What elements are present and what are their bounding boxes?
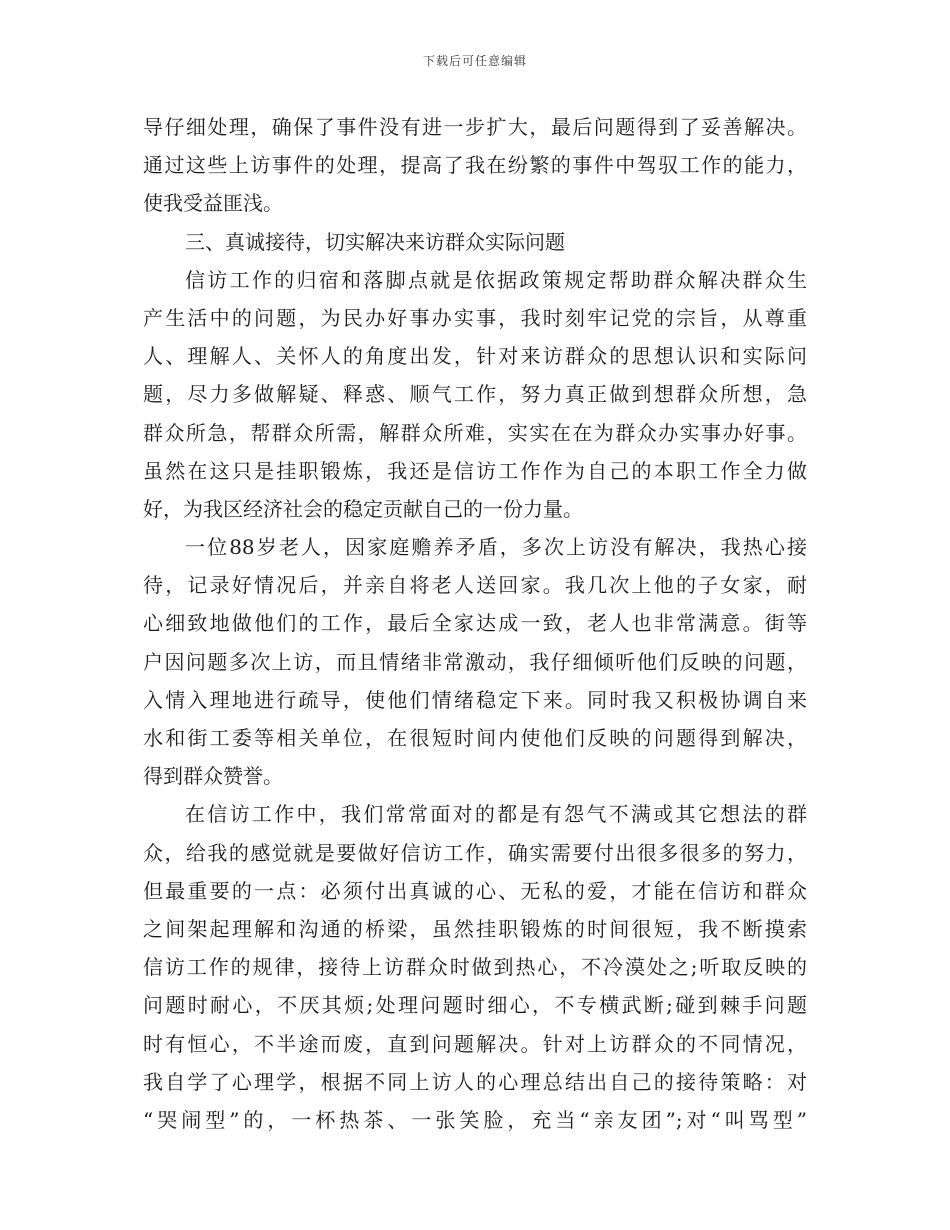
text-line: 心细致地做他们的工作，最后全家达成一致，老人也非常满意。街等 <box>143 611 807 636</box>
text-line: 在信访工作中，我们常常面对的都是有怨气不满或其它想法的群 <box>185 802 807 827</box>
text-line: 众，给我的感觉就是要做好信访工作，确实需要付出很多很多的努力， <box>143 840 807 865</box>
text-line: 得到群众赞誉。 <box>143 764 283 789</box>
page-header: 下载后可任意编辑 <box>422 54 527 68</box>
text-line: 问题时耐心，不厌其烦;处理问题时细心，不专横武断;碰到棘手问题 <box>143 993 807 1018</box>
text-line: 虽然在这只是挂职锻炼，我还是信访工作作为自己的本职工作全力做 <box>143 458 807 483</box>
text-line: “哭闹型”的，一杯热茶、一张笑脸，充当“亲友团”;对“叫骂型” <box>143 1107 807 1132</box>
section-heading: 三、真诚接待，切实解决来访群众实际问题 <box>185 229 565 254</box>
text-line: 我自学了心理学，根据不同上访人的心理总结出自己的接待策略：对 <box>143 1069 807 1094</box>
text-line: 使我受益匪浅。 <box>143 191 283 216</box>
text-line: 人、理解人、关怀人的角度出发，针对来访群众的思想认识和实际问 <box>143 344 807 369</box>
text-line: 之间架起理解和沟通的桥梁，虽然挂职锻炼的时间很短，我不断摸索 <box>143 916 807 941</box>
text-line: 群众所急，帮群众所需，解群众所难，实实在在为群众办实事办好事。 <box>143 420 807 445</box>
text-line: 通过这些上访事件的处理，提高了我在纷繁的事件中驾驭工作的能力， <box>143 153 807 178</box>
text-line: 水和街工委等相关单位，在很短时间内使他们反映的问题得到解决， <box>143 726 807 750</box>
text-line: 信访工作的规律，接待上访群众时做到热心，不冷漠处之;听取反映的 <box>143 955 807 980</box>
document-body <box>143 108 807 1139</box>
text-line: 好，为我区经济社会的稳定贡献自己的一份力量。 <box>143 496 583 521</box>
text-line: 一位88岁老人，因家庭赡养矛盾，多次上访没有解决，我热心接 <box>185 535 807 560</box>
text-line: 时有恒心，不半途而废，直到问题解决。针对上访群众的不同情况， <box>143 1031 807 1056</box>
text-line: 导仔细处理，确保了事件没有进一步扩大，最后问题得到了妥善解决。 <box>143 115 807 139</box>
text-line: 户因问题多次上访，而且情绪非常激动，我仔细倾听他们反映的问题， <box>143 649 807 674</box>
text-line: 待，记录好情况后，并亲自将老人送回家。我几次上他的子女家，耐 <box>143 573 807 598</box>
text-line: 但最重要的一点：必须付出真诚的心、无私的爱，才能在信访和群众 <box>143 878 807 903</box>
text-line: 产生活中的问题，为民办好事办实事，我时刻牢记党的宗旨，从尊重 <box>143 305 807 330</box>
text-line: 入情入理地进行疏导，使他们情绪稳定下来。同时我又积极协调自来 <box>143 687 807 712</box>
text-line: 题，尽力多做解疑、释惑、顺气工作，努力真正做到想群众所想，急 <box>143 382 807 407</box>
text-line: 信访工作的归宿和落脚点就是依据政策规定帮助群众解决群众生 <box>185 267 807 292</box>
